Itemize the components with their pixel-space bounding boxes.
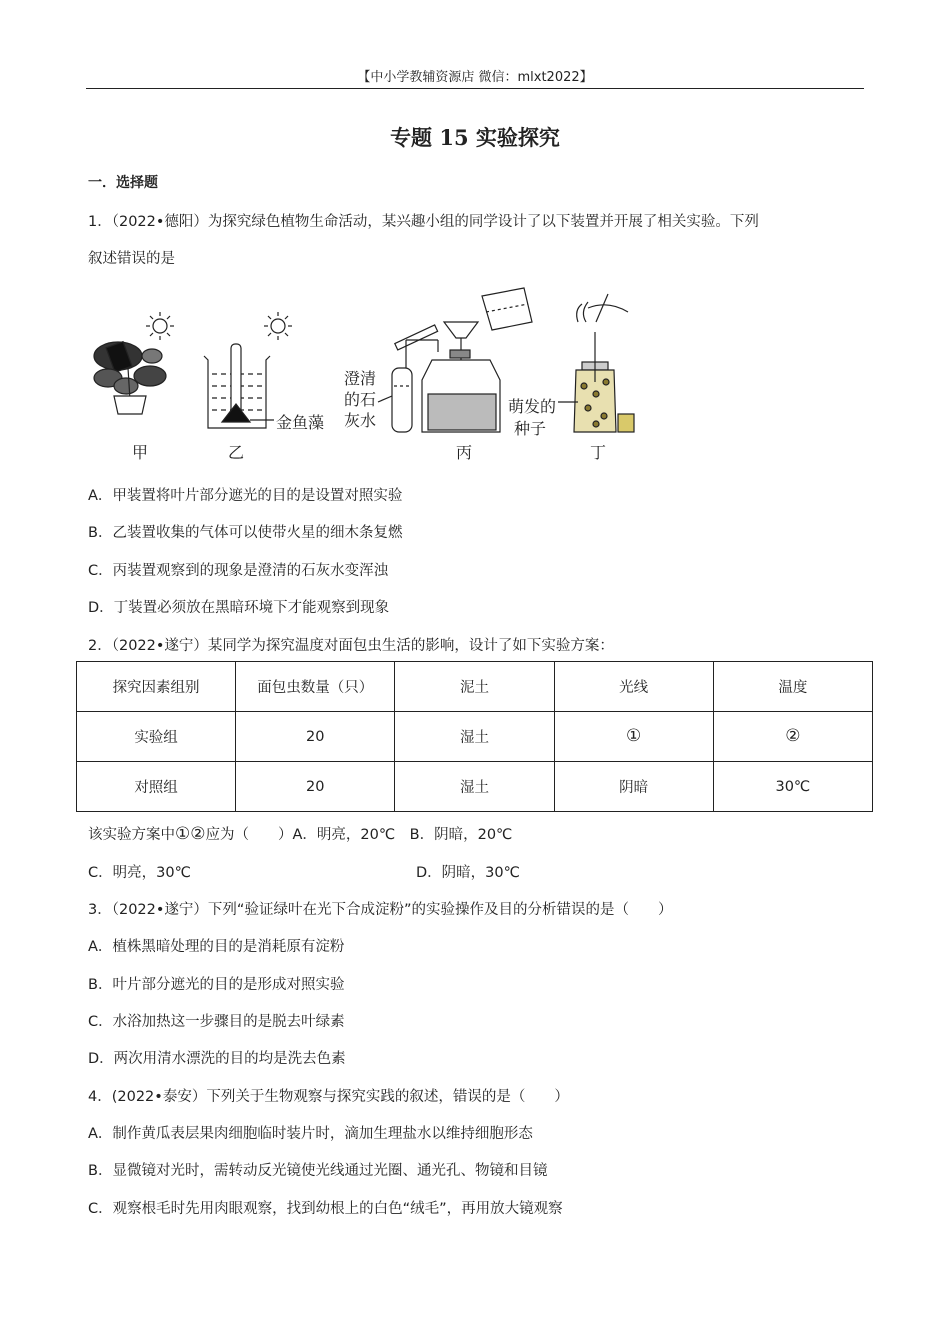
table-header: 光线 — [554, 662, 713, 712]
table-header: 面包虫数量（只） — [236, 662, 395, 712]
table-header-row — [77, 662, 873, 712]
label-limewater: 澄清 的石 灰水 — [344, 369, 377, 430]
q2-option-c: C．明亮，30℃ — [88, 865, 191, 881]
sun-icon — [146, 312, 174, 340]
table-cell: 30℃ — [713, 762, 872, 812]
table-row — [77, 712, 873, 762]
circled-number: ② — [190, 824, 206, 844]
sun-icon — [264, 312, 292, 340]
figure-label-yi: 乙 — [228, 443, 245, 462]
q3-option-c: C．水浴加热这一步骤目的是脱去叶绿素 — [88, 1014, 345, 1030]
table-row — [77, 762, 873, 812]
figure-label-bing: 丙 — [456, 443, 473, 462]
table-cell: 湿土 — [395, 762, 554, 812]
label-goldfish-algae: 金鱼藻 — [276, 413, 325, 432]
q2-question-line: 该实验方案中①②应为（ ）A．明亮，20℃ B．阴暗，20℃ — [88, 824, 513, 844]
q1-stem-line1: 1．（2022•德阳）为探究绿色植物生命活动，某兴趣小组的同学设计了以下装置并开展了相关实验。下列 — [88, 214, 759, 230]
q1-experiment-figure — [88, 282, 648, 468]
q1-option-a: A．甲装置将叶片部分遮光的目的是设置对照实验 — [88, 488, 403, 504]
potted-plant — [94, 342, 166, 414]
circled-number: ① — [175, 824, 191, 844]
table-cell: 实验组 — [77, 712, 236, 762]
q1-stem-line2: 叙述错误的是 — [88, 251, 175, 267]
q1-option-d: D．丁装置必须放在黑暗环境下才能观察到现象 — [88, 600, 390, 616]
header-divider — [86, 88, 864, 89]
q3-option-b: B．叶片部分遮光的目的是形成对照实验 — [88, 977, 345, 993]
page-title: 专题 15 实验探究 — [390, 125, 560, 150]
table-cell: 20 — [236, 712, 395, 762]
seed-jar-apparatus — [558, 294, 634, 432]
q4-option-b: B．显微镜对光时，需转动反光镜使光线通过光圈、通光孔、物镜和目镜 — [88, 1163, 548, 1179]
q3-option-d: D．两次用清水漂洗的目的均是洗去色素 — [88, 1051, 346, 1067]
table-cell: 对照组 — [77, 762, 236, 812]
table-header: 温度 — [713, 662, 872, 712]
q2-stem: 2．（2022•遂宁）某同学为探究温度对面包虫生活的影响，设计了如下实验方案： — [88, 638, 614, 654]
figure-label-jia: 甲 — [132, 443, 149, 462]
figure-label-ding: 丁 — [590, 443, 607, 462]
experiment-table — [76, 661, 873, 812]
q1-option-b: B．乙装置收集的气体可以使带火星的细木条复燃 — [88, 525, 403, 541]
q4-option-c: C．观察根毛时先用肉眼观察，找到幼根上的白色“绒毛”，再用放大镜观察 — [88, 1201, 563, 1217]
q1-option-c: C．丙装置观察到的现象是澄清的石灰水变浑浊 — [88, 563, 389, 579]
table-cell — [554, 712, 713, 762]
circled-number: ① — [625, 726, 642, 746]
q3-stem: 3．（2022•遂宁）下列“验证绿叶在光下合成淀粉”的实验操作及目的分析错误的是（ ） — [88, 902, 673, 918]
table-cell: 阴暗 — [554, 762, 713, 812]
q3-option-a: A．植株黑暗处理的目的是消耗原有淀粉 — [88, 939, 345, 955]
page-header: 【中小学教辅资源店 微信：mlxt2022】 — [357, 70, 593, 85]
table-cell: 20 — [236, 762, 395, 812]
table-cell — [713, 712, 872, 762]
table-header: 泥土 — [395, 662, 554, 712]
q4-option-a: A．制作黄瓜表层果肉细胞临时装片时，滴加生理盐水以维持细胞形态 — [88, 1126, 533, 1142]
table-header: 探究因素组别 — [77, 662, 236, 712]
section-heading: 一．选择题 — [88, 175, 158, 191]
q4-stem: 4．(2022•泰安）下列关于生物观察与探究实践的叙述，错误的是（ ） — [88, 1089, 569, 1105]
beaker-with-test-tube — [204, 344, 274, 428]
q2-option-d: D．阴暗，30℃ — [416, 865, 520, 881]
circled-number: ② — [785, 726, 801, 746]
label-germinating-seeds: 萌发的 种子 — [508, 397, 557, 438]
table-cell: 湿土 — [395, 712, 554, 762]
